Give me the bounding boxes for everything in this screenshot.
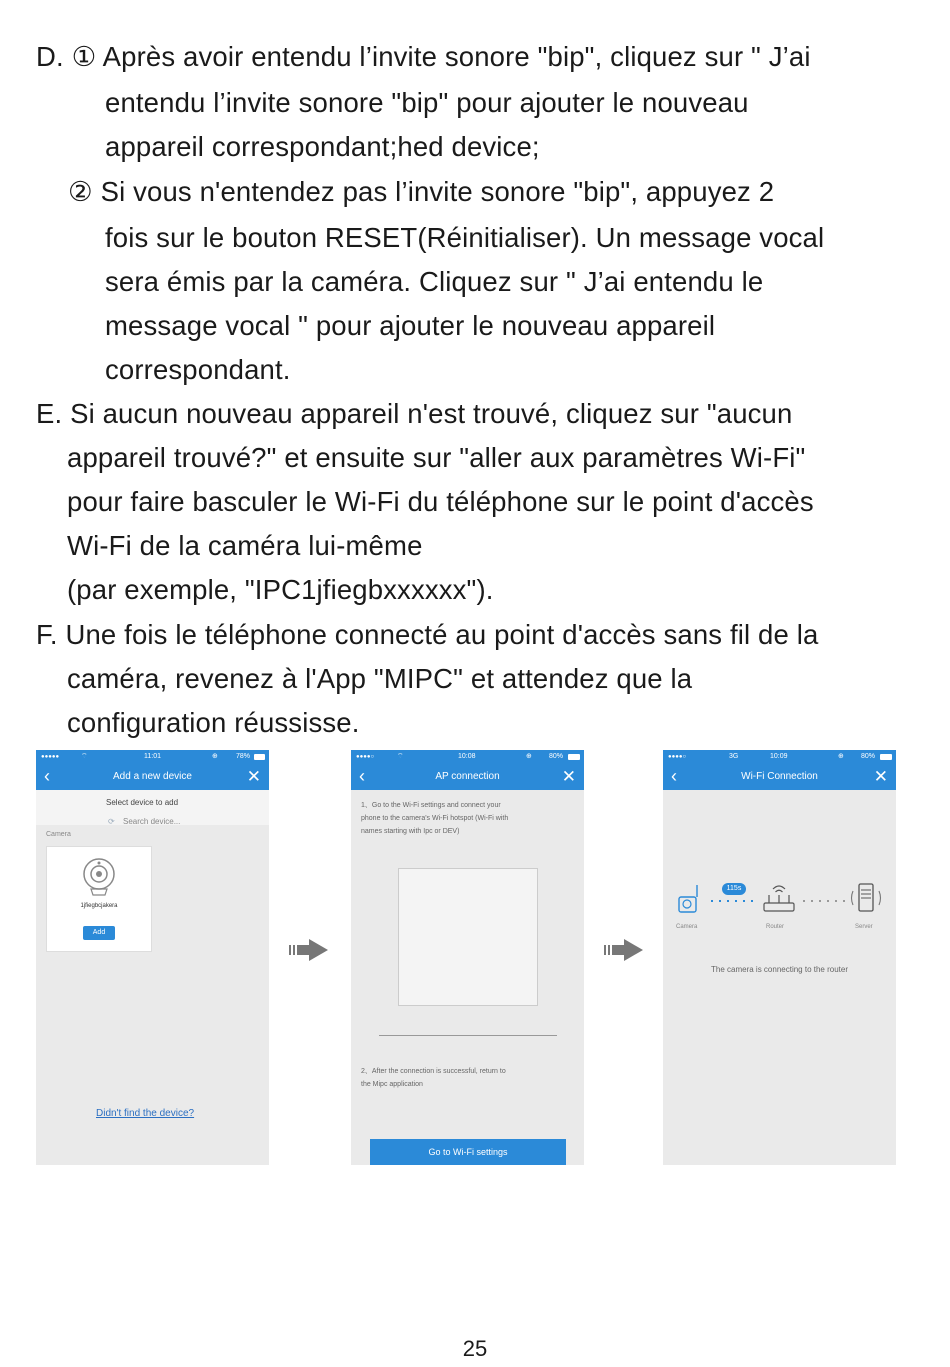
lock-icon: ⊕ bbox=[838, 753, 844, 760]
close-icon[interactable]: ✕ bbox=[246, 767, 261, 786]
status-bar bbox=[36, 750, 269, 764]
device-name: 1jfiegbcjakera bbox=[80, 903, 118, 909]
search-status: Search device... bbox=[123, 817, 181, 826]
battery-icon bbox=[880, 754, 892, 760]
search-spinner-icon: ⟳ bbox=[108, 817, 115, 826]
screenshot-add-device bbox=[36, 750, 269, 1165]
connection-dots-right bbox=[803, 900, 845, 902]
router-icon bbox=[761, 881, 797, 915]
camera-label: Camera bbox=[676, 924, 698, 930]
para-f-line-2: caméra, revenez à l'App "MIPC" et attendez que la bbox=[67, 663, 693, 694]
divider bbox=[379, 1035, 557, 1036]
para-d-line-7: message vocal " pour ajouter le nouveau appareil bbox=[105, 310, 716, 341]
status-time: 10:08 bbox=[458, 753, 476, 760]
para-e-line-1: E. Si aucun nouveau appareil n'est trouvé, cliquez sur "aucun bbox=[36, 398, 793, 429]
nav-title: AP connection bbox=[435, 771, 500, 782]
back-icon[interactable]: ‹ bbox=[671, 766, 677, 786]
select-device-label: Select device to add bbox=[106, 798, 179, 807]
para-d-line-3: appareil correspondant;hed device; bbox=[105, 131, 540, 162]
nav-title: Wi-Fi Connection bbox=[741, 771, 818, 782]
screenshot-wifi-connection bbox=[663, 750, 896, 1165]
nav-bar bbox=[36, 764, 269, 790]
para-d-line-4: ② Si vous n'entendez pas l’invite sonore "bip", appuyez 2 bbox=[68, 176, 775, 207]
instruction-image-frame bbox=[398, 868, 538, 1006]
battery-percent: 78% bbox=[236, 753, 251, 760]
status-time: 10:09 bbox=[770, 753, 788, 760]
para-d-line-1: D. ① Après avoir entendu l’invite sonore "bip", cliquez sur " J’ai bbox=[36, 41, 811, 72]
lock-icon: ⊕ bbox=[526, 753, 532, 760]
para-e-line-5: (par exemple, "IPC1jfiegbxxxxxx"). bbox=[67, 574, 494, 605]
para-f-line-3: configuration réussisse. bbox=[67, 707, 360, 738]
step-2-line-1: 2、After the connection is successful, return to bbox=[361, 1068, 506, 1075]
server-label: Server bbox=[855, 924, 873, 930]
wifi-icon: ⌔ bbox=[81, 753, 88, 760]
back-icon[interactable]: ‹ bbox=[359, 766, 365, 786]
para-e-line-2: appareil trouvé?" et ensuite sur "aller aux paramètres Wi-Fi" bbox=[67, 442, 806, 473]
status-time: 11:01 bbox=[144, 753, 161, 760]
battery-percent: 80% bbox=[549, 753, 564, 760]
wifi-icon: ⌔ bbox=[397, 753, 404, 760]
camera-icon bbox=[677, 883, 701, 917]
router-label: Router bbox=[766, 924, 785, 930]
device-card[interactable] bbox=[46, 846, 152, 952]
camera-icon bbox=[81, 857, 117, 897]
signal-icon: ●●●●○ bbox=[668, 754, 687, 760]
close-icon[interactable]: ✕ bbox=[873, 767, 888, 786]
nav-title: Add a new device bbox=[113, 771, 192, 782]
connection-status: The camera is connecting to the router bbox=[711, 965, 848, 974]
countdown-badge: 115s bbox=[722, 883, 746, 895]
battery-percent: 80% bbox=[861, 753, 876, 760]
carrier-label: 3G bbox=[729, 753, 739, 760]
lock-icon: ⊕ bbox=[212, 753, 218, 760]
para-e-line-3: pour faire basculer le Wi-Fi du téléphone sur le point d'accès bbox=[67, 486, 814, 517]
para-d-line-5: fois sur le bouton RESET(Réinitialiser). Un message vocal bbox=[105, 222, 825, 253]
battery-icon bbox=[254, 754, 265, 760]
step-1-line-1: 1、Go to the Wi-Fi settings and connect your bbox=[361, 802, 501, 809]
signal-icon: ●●●●○ bbox=[356, 754, 375, 760]
step-1-line-2: phone to the camera's Wi-Fi hotspot (Wi-Fi with bbox=[361, 815, 509, 822]
status-bar bbox=[663, 750, 896, 764]
didnt-find-link[interactable]: Didn't find the device? bbox=[96, 1108, 195, 1119]
step-2-line-2: the Mipc application bbox=[361, 1081, 423, 1088]
para-f-line-1: F. Une fois le téléphone connecté au point d'accès sans fil de la bbox=[36, 619, 819, 650]
add-button[interactable]: Add bbox=[83, 926, 115, 940]
section-label: Camera bbox=[46, 831, 71, 838]
arrow-right-icon bbox=[602, 938, 646, 962]
page-number: 25 bbox=[462, 1336, 488, 1361]
nav-bar bbox=[663, 764, 896, 790]
server-icon bbox=[848, 881, 884, 915]
para-d-line-8: correspondant. bbox=[105, 354, 291, 385]
para-d-line-2: entendu l’invite sonore "bip" pour ajouter le nouveau bbox=[105, 87, 749, 118]
screenshot-ap-connection bbox=[351, 750, 584, 1165]
status-bar bbox=[351, 750, 584, 764]
signal-icon: ●●●●● bbox=[41, 754, 60, 760]
battery-icon bbox=[568, 754, 580, 760]
arrow-right-icon bbox=[287, 938, 331, 962]
nav-bar bbox=[351, 764, 584, 790]
wifi-settings-button[interactable]: Go to Wi-Fi settings bbox=[370, 1139, 566, 1165]
close-icon[interactable]: ✕ bbox=[561, 767, 576, 786]
connection-dots-left bbox=[711, 900, 756, 902]
para-e-line-4: Wi-Fi de la caméra lui-même bbox=[67, 530, 423, 561]
para-d-line-6: sera émis par la caméra. Cliquez sur " J’ai entendu le bbox=[105, 266, 764, 297]
back-icon[interactable]: ‹ bbox=[44, 766, 50, 786]
step-1-line-3: names starting with Ipc or DEV) bbox=[361, 828, 460, 835]
